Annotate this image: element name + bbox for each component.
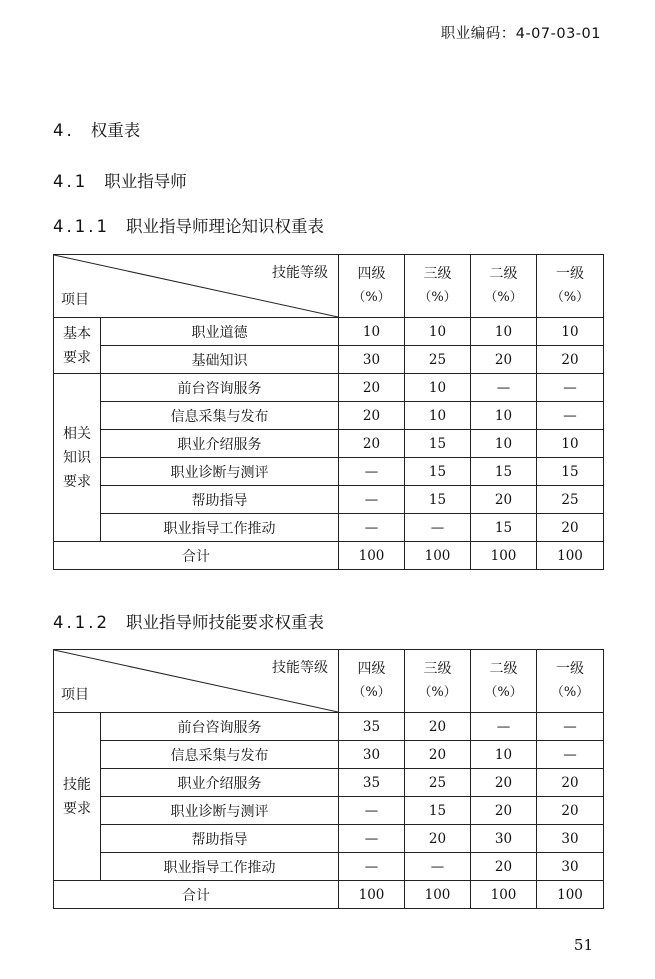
value-cell: 10 (471, 402, 537, 430)
value-cell: 10 (471, 318, 537, 346)
value-cell: — (339, 514, 405, 542)
total-value: 100 (471, 542, 537, 570)
level-name: 一级 (556, 661, 584, 677)
value-cell: 15 (405, 797, 471, 825)
total-value: 100 (339, 881, 405, 909)
skill-level-label: 技能等级 (272, 265, 328, 281)
group-label (54, 322, 100, 370)
section-number: 4. (53, 121, 75, 140)
item-label: 项目 (61, 687, 89, 703)
value-cell: 20 (339, 374, 405, 402)
value-cell: 20 (471, 769, 537, 797)
value-cell: 10 (471, 430, 537, 458)
value-cell: 15 (405, 430, 471, 458)
table1-title: 职业指导师理论知识权重表 (125, 217, 324, 236)
table-row (54, 797, 604, 825)
level-unit: （%） (352, 685, 391, 700)
table2-heading (53, 609, 324, 633)
table1-number: 4.1.1 (53, 217, 110, 236)
level-header-3 (471, 255, 537, 318)
row-name: 前台咨询服务 (101, 713, 339, 741)
value-cell: — (537, 741, 604, 769)
value-cell: 10 (471, 741, 537, 769)
level-header-2 (405, 255, 471, 318)
row-name: 信息采集与发布 (101, 741, 339, 769)
value-cell: 20 (339, 430, 405, 458)
value-cell: 20 (537, 346, 604, 374)
total-value: 100 (537, 542, 604, 570)
table-row (54, 402, 604, 430)
level-header-1 (339, 255, 405, 318)
occupation-code: 职业编码：4-07-03-01 (440, 26, 601, 42)
level-unit: （%） (484, 685, 523, 700)
value-cell: 15 (405, 458, 471, 486)
level-header-4 (537, 255, 604, 318)
section-title: 权重表 (90, 121, 141, 140)
value-cell: 25 (537, 486, 604, 514)
subsection-number: 4.1 (53, 172, 89, 191)
table-row (54, 514, 604, 542)
table-row (54, 346, 604, 374)
value-cell: 10 (405, 318, 471, 346)
group-cell (54, 713, 101, 881)
level-unit: （%） (550, 685, 590, 700)
total-value: 100 (405, 881, 471, 909)
row-name: 职业道德 (101, 318, 339, 346)
value-cell: — (537, 402, 604, 430)
total-value: 100 (537, 881, 604, 909)
total-value: 100 (405, 542, 471, 570)
row-name: 职业诊断与测评 (101, 458, 339, 486)
level-name: 四级 (357, 266, 386, 282)
value-cell: — (405, 514, 471, 542)
row-name: 信息采集与发布 (101, 402, 339, 430)
value-cell: 15 (405, 486, 471, 514)
level-header-3 (471, 650, 537, 713)
level-header-4 (537, 650, 604, 713)
value-cell: 10 (537, 430, 604, 458)
table2-title: 职业指导师技能要求权重表 (125, 613, 324, 632)
value-cell: 15 (471, 514, 537, 542)
row-name: 职业指导工作推动 (101, 514, 339, 542)
value-cell: 20 (405, 741, 471, 769)
value-cell: 20 (537, 797, 604, 825)
value-cell: 20 (537, 769, 604, 797)
row-name: 职业诊断与测评 (101, 797, 339, 825)
table-row (54, 825, 604, 853)
value-cell: 20 (339, 402, 405, 430)
level-unit: （%） (418, 290, 457, 305)
row-name: 帮助指导 (101, 486, 339, 514)
level-name: 四级 (357, 661, 386, 677)
row-name: 帮助指导 (101, 825, 339, 853)
value-cell: 30 (339, 741, 405, 769)
value-cell: 15 (537, 458, 604, 486)
level-name: 三级 (423, 266, 452, 282)
value-cell: 10 (339, 318, 405, 346)
value-cell: — (537, 713, 604, 741)
value-cell: 30 (339, 346, 405, 374)
value-cell: 20 (471, 797, 537, 825)
item-label: 项目 (61, 292, 89, 308)
group-cell (54, 318, 101, 374)
total-label: 合计 (54, 881, 339, 909)
value-cell: 35 (339, 713, 405, 741)
group-label-line: 要求 (63, 473, 91, 490)
value-cell: 20 (471, 486, 537, 514)
value-cell: 10 (405, 374, 471, 402)
total-value: 100 (471, 881, 537, 909)
row-name: 职业指导工作推动 (101, 853, 339, 881)
value-cell: 20 (471, 853, 537, 881)
table-row (54, 853, 604, 881)
header-row (54, 650, 604, 713)
value-cell: 20 (405, 825, 471, 853)
table-row (54, 374, 604, 402)
value-cell: 30 (471, 825, 537, 853)
value-cell: 15 (471, 458, 537, 486)
table-row (54, 486, 604, 514)
value-cell: 10 (537, 318, 604, 346)
level-name: 二级 (489, 661, 518, 677)
table-row (54, 318, 604, 346)
section-heading (53, 117, 140, 141)
skill-level-label: 技能等级 (272, 660, 328, 676)
level-unit: （%） (550, 290, 590, 305)
table-row (54, 458, 604, 486)
group-label-line: 相关 (63, 425, 91, 442)
value-cell: 20 (537, 514, 604, 542)
value-cell: — (339, 825, 405, 853)
skill-requirement-weight-table (53, 649, 604, 909)
group-label-line: 基本 (63, 325, 91, 342)
page-number: 51 (573, 936, 593, 954)
table-row (54, 430, 604, 458)
group-label-line: 要求 (63, 800, 91, 817)
total-value: 100 (339, 542, 405, 570)
table-row (54, 741, 604, 769)
table1-heading (53, 213, 324, 237)
group-label (54, 422, 100, 494)
value-cell: 30 (537, 853, 604, 881)
value-cell: — (339, 853, 405, 881)
level-unit: （%） (484, 290, 523, 305)
row-name: 职业介绍服务 (101, 430, 339, 458)
table-row (54, 713, 604, 741)
value-cell: — (471, 713, 537, 741)
value-cell: — (339, 486, 405, 514)
table2-number: 4.1.2 (53, 613, 110, 632)
subsection-title: 职业指导师 (104, 172, 187, 191)
theory-knowledge-weight-table (53, 254, 604, 570)
level-header-1 (339, 650, 405, 713)
value-cell: 10 (405, 402, 471, 430)
value-cell: 25 (405, 346, 471, 374)
total-label: 合计 (54, 542, 339, 570)
value-cell: 30 (537, 825, 604, 853)
diagonal-header-cell (54, 650, 339, 713)
group-label (54, 773, 100, 821)
row-name: 前台咨询服务 (101, 374, 339, 402)
header-row (54, 255, 604, 318)
diagonal-header-cell (54, 255, 339, 318)
level-unit: （%） (418, 685, 457, 700)
group-label-line: 知识 (63, 449, 91, 466)
value-cell: — (405, 853, 471, 881)
level-name: 二级 (489, 266, 518, 282)
value-cell: 20 (405, 713, 471, 741)
level-header-2 (405, 650, 471, 713)
level-unit: （%） (352, 290, 391, 305)
level-name: 三级 (423, 661, 452, 677)
subsection-heading (53, 168, 187, 192)
group-label-line: 技能 (63, 776, 91, 793)
value-cell: — (339, 458, 405, 486)
table-row (54, 769, 604, 797)
value-cell: — (537, 374, 604, 402)
value-cell: — (339, 797, 405, 825)
level-name: 一级 (556, 266, 584, 282)
value-cell: 35 (339, 769, 405, 797)
group-label-line: 要求 (63, 349, 91, 366)
row-name: 职业介绍服务 (101, 769, 339, 797)
value-cell: — (471, 374, 537, 402)
total-row (54, 542, 604, 570)
total-row (54, 881, 604, 909)
group-cell (54, 374, 101, 542)
value-cell: 20 (471, 346, 537, 374)
row-name: 基础知识 (101, 346, 339, 374)
value-cell: 25 (405, 769, 471, 797)
